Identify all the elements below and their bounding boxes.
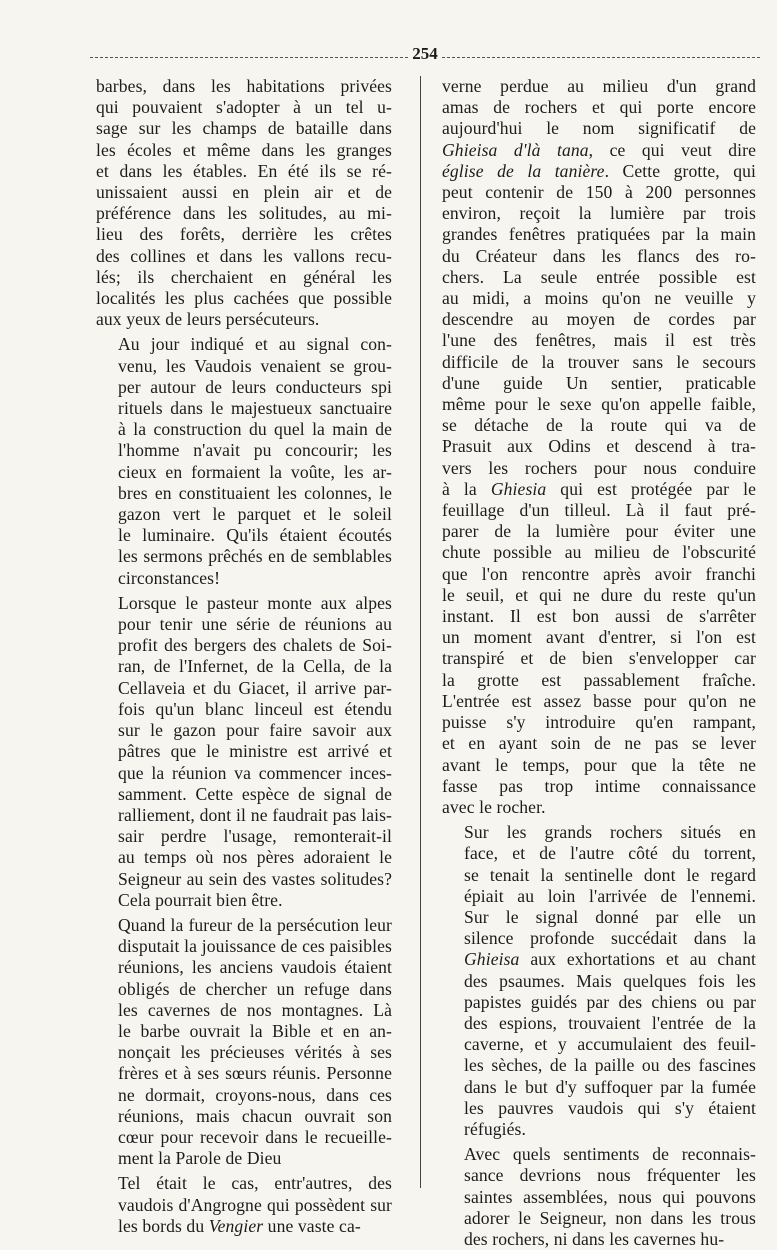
text-line: et en ayant soin de ne pas se lever bbox=[442, 733, 756, 754]
text-line: frères et à ses sœurs réunis. Personne bbox=[118, 1063, 392, 1084]
text-line: des rochers, ni dans les cavernes hu- bbox=[464, 1228, 725, 1249]
text-line: Lorsque le pasteur monte aux alpes bbox=[118, 592, 392, 613]
text-line: sance devrions nous fréquenter les bbox=[464, 1165, 756, 1186]
text-line: les pauvres vaudois qui s'y étaient bbox=[464, 1097, 756, 1118]
text-line: se tenait la sentinelle dont le regard bbox=[464, 864, 756, 885]
text-line: ne dormait, croyons-nous, dans ces bbox=[118, 1084, 392, 1105]
text-line: descendre au moyen de cordes par bbox=[442, 309, 756, 330]
text-line: au midi, a moins qu'on ne veuille y bbox=[442, 288, 756, 309]
text-line: préférence dans les solitudes, au mi- bbox=[96, 203, 392, 224]
text-line: l'homme n'avait pu concourir; les bbox=[118, 440, 392, 461]
left-text-column bbox=[96, 76, 392, 1236]
text-line: des psaumes. Mais quelques fois les bbox=[464, 970, 756, 991]
paragraph bbox=[96, 1173, 392, 1237]
text-line: gazon vert le parquet et le soleil bbox=[118, 504, 392, 525]
text-line: instant. Il est bon aussi de s'arrêter bbox=[442, 606, 756, 627]
text-line: les bords du Vengier une vaste ca- bbox=[118, 1215, 361, 1236]
text-line: Tel était le cas, entr'autres, des bbox=[118, 1173, 392, 1194]
text-line: saintes assemblées, nous qui pouvons bbox=[464, 1186, 756, 1207]
text-line: Au jour indiqué et au signal con- bbox=[118, 334, 392, 355]
text-line: se détache de la route qui va de bbox=[442, 415, 756, 436]
text-line: Ghieisa d'là tana, ce qui veut dire bbox=[442, 139, 756, 160]
text-line: les écoles et même dans les granges bbox=[96, 139, 392, 160]
text-line: rituels dans le majestueux sanctuaire bbox=[118, 398, 392, 419]
text-line: qui pouvaient s'adopter à un tel u- bbox=[96, 97, 392, 118]
paragraph bbox=[442, 76, 756, 818]
text-line: les cavernes de nos montagnes. Là bbox=[118, 999, 392, 1020]
paragraph bbox=[442, 1144, 756, 1250]
text-line: le luminaire. Qu'ils étaient écoutés bbox=[118, 525, 392, 546]
text-line: grandes fenêtres pratiquées par la main bbox=[442, 224, 756, 245]
text-line: parer de la lumière pour éviter une bbox=[442, 521, 756, 542]
text-line: Sur le signal donné par elle un bbox=[464, 906, 756, 927]
header-rule-left bbox=[90, 57, 408, 58]
text-line: samment. Cette espèce de signal de bbox=[118, 783, 392, 804]
text-line: d'une guide Un sentier, praticable bbox=[442, 372, 756, 393]
text-line: épiait au loin l'arrivée de l'ennemi. bbox=[464, 885, 756, 906]
text-line: cieux en formaient la voûte, les ar- bbox=[118, 461, 392, 482]
text-line: avec le rocher. bbox=[442, 796, 546, 817]
text-line: chers. La seule entrée possible est bbox=[442, 266, 756, 287]
text-line: que la réunion va commencer inces- bbox=[118, 762, 392, 783]
text-line: peut contenir de 150 à 200 personnes bbox=[442, 182, 756, 203]
text-line: caverne, et y accumulaient des feuil- bbox=[464, 1034, 756, 1055]
text-line: réunions, mais chacun ouvrait son bbox=[118, 1105, 392, 1126]
text-line: aujourd'hui le nom significatif de bbox=[442, 118, 756, 139]
text-line: L'entrée est assez basse pour qu'on ne bbox=[442, 690, 756, 711]
text-line: Seigneur au sein des vastes solitudes? bbox=[118, 868, 392, 889]
text-line: sair perdre l'usage, remonterait-il bbox=[118, 826, 392, 847]
text-line: feuillage d'un tilleul. Là il faut pré- bbox=[442, 500, 756, 521]
text-line: Cellaveia et du Giacet, il arrive par- bbox=[118, 677, 392, 698]
text-line: un moment avant d'entrer, si l'on est bbox=[442, 627, 756, 648]
paragraph bbox=[96, 593, 392, 911]
text-line: transpiré et de bien s'envelopper car bbox=[442, 648, 756, 669]
text-line: fasse pas trop intime connaissance bbox=[442, 775, 756, 796]
text-line: église de la tanière. Cette grotte, qui bbox=[442, 160, 756, 181]
text-line: avant le temps, pour que la tête ne bbox=[442, 754, 756, 775]
text-line: profit des bergers des chalets de Soi- bbox=[118, 635, 392, 656]
text-line: réfugiés. bbox=[464, 1118, 526, 1139]
text-line: Ghieisa aux exhortations et au chant bbox=[464, 949, 756, 970]
text-line: adorer le Seigneur, non dans les trous bbox=[464, 1207, 756, 1228]
page-number: 254 bbox=[408, 44, 442, 64]
text-line: verne perdue au milieu d'un grand bbox=[442, 76, 756, 96]
text-line: obligés de chercher un refuge dans bbox=[118, 978, 392, 999]
text-line: sage sur les champs de bataille dans bbox=[96, 118, 392, 139]
text-line: ment la Parole de Dieu bbox=[118, 1148, 282, 1169]
text-line: chute possible au milieu de l'obscurité bbox=[442, 542, 756, 563]
column-divider bbox=[420, 76, 421, 1188]
text-line: du Créateur dans les flancs des ro- bbox=[442, 245, 756, 266]
right-text-column bbox=[442, 76, 756, 1249]
text-line: silence profonde succédait dans la bbox=[464, 928, 756, 949]
text-line: puisse s'y introduire qu'en rampant, bbox=[442, 712, 756, 733]
text-line: vaudois d'Angrogne qui possèdent sur bbox=[118, 1194, 392, 1215]
text-line: à la construction du quel la main de bbox=[118, 419, 392, 440]
text-line: difficile de la trouver sans le secours bbox=[442, 351, 756, 372]
text-line: Cela pourrait bien être. bbox=[118, 889, 283, 910]
text-line: au temps où nos pères adoraient le bbox=[118, 847, 392, 868]
text-line: nonçait les précieuses vérités à ses bbox=[118, 1042, 392, 1063]
text-line: lieu des forêts, derrière les crêtes bbox=[96, 224, 392, 245]
text-line: les sermons prêchés en de semblables bbox=[118, 546, 392, 567]
text-line: fois qu'un blanc linceul est étendu bbox=[118, 698, 392, 719]
text-line: disputait la jouissance de ces paisibles bbox=[118, 936, 392, 957]
text-line: Avec quels sentiments de reconnais- bbox=[464, 1144, 756, 1165]
text-line: des collines et dans les vallons recu- bbox=[96, 245, 392, 266]
text-line: aux yeux de leurs persécuteurs. bbox=[96, 309, 320, 330]
text-line: papistes guidés par des chiens ou par bbox=[464, 991, 756, 1012]
text-line: lés; ils cherchaient en général les bbox=[96, 266, 392, 287]
paragraph bbox=[96, 334, 392, 588]
text-line: Quand la fureur de la persécution leur bbox=[118, 914, 392, 935]
text-line: face, et de l'autre côté du torrent, bbox=[464, 843, 756, 864]
text-line: localités les plus cachées que possible bbox=[96, 288, 392, 309]
text-line: même pour le sexe qu'on appelle faible, bbox=[442, 394, 756, 415]
paragraph bbox=[442, 822, 756, 1140]
text-line: le seuil, et qui ne dure du reste qu'un bbox=[442, 584, 756, 605]
text-line: environ, reçoit la lumière par trois bbox=[442, 203, 756, 224]
text-line: et dans les étables. En été ils se ré- bbox=[96, 160, 392, 181]
text-line: unissaient aussi en plein air et de bbox=[96, 182, 392, 203]
text-line: amas de rochers et qui porte encore bbox=[442, 97, 756, 118]
text-line: barbes, dans les habitations privées bbox=[96, 76, 392, 96]
text-line: l'une des fenêtres, mais il est très bbox=[442, 330, 756, 351]
text-line: ran, de l'Infernet, de la Cella, de la bbox=[118, 656, 392, 677]
paragraph bbox=[96, 915, 392, 1169]
text-line: Sur les grands rochers situés en bbox=[464, 822, 756, 843]
text-line: la grotte est passablement fraîche. bbox=[442, 669, 756, 690]
text-line: les sèches, de la paille ou des fascines bbox=[464, 1055, 756, 1076]
text-line: réunions, les anciens vaudois étaient bbox=[118, 957, 392, 978]
text-line: à la Ghiesia qui est protégée par le bbox=[442, 478, 756, 499]
text-line: vers les rochers pour nous conduire bbox=[442, 457, 756, 478]
text-line: dans le but d'y suffoquer par la fumée bbox=[464, 1076, 756, 1097]
running-header bbox=[90, 44, 760, 66]
text-line: per autour de leurs conducteurs spi bbox=[118, 376, 392, 397]
text-line: que l'on rencontre après avoir franchi bbox=[442, 563, 756, 584]
header-rule-right bbox=[442, 57, 760, 58]
text-line: sur le gazon pour faire savoir aux bbox=[118, 720, 392, 741]
text-line: Prasuit aux Odins et descend à tra- bbox=[442, 436, 756, 457]
text-line: venu, les Vaudois venaient se grou- bbox=[118, 355, 392, 376]
text-line: pâtres que le ministre est arrivé et bbox=[118, 741, 392, 762]
text-line: ralliement, dont il ne faudrait pas lais- bbox=[118, 804, 392, 825]
paragraph bbox=[96, 76, 392, 330]
text-line: pour tenir une série de réunions au bbox=[118, 614, 392, 635]
text-line: bres en constituaient les colonnes, le bbox=[118, 482, 392, 503]
text-line: des espions, trouvaient l'entrée de la bbox=[464, 1012, 756, 1033]
text-line: cœur pour recevoir dans le recueille- bbox=[118, 1126, 392, 1147]
text-line: le barbe ouvrait la Bible et en an- bbox=[118, 1020, 392, 1041]
text-line: circonstances! bbox=[118, 567, 221, 588]
